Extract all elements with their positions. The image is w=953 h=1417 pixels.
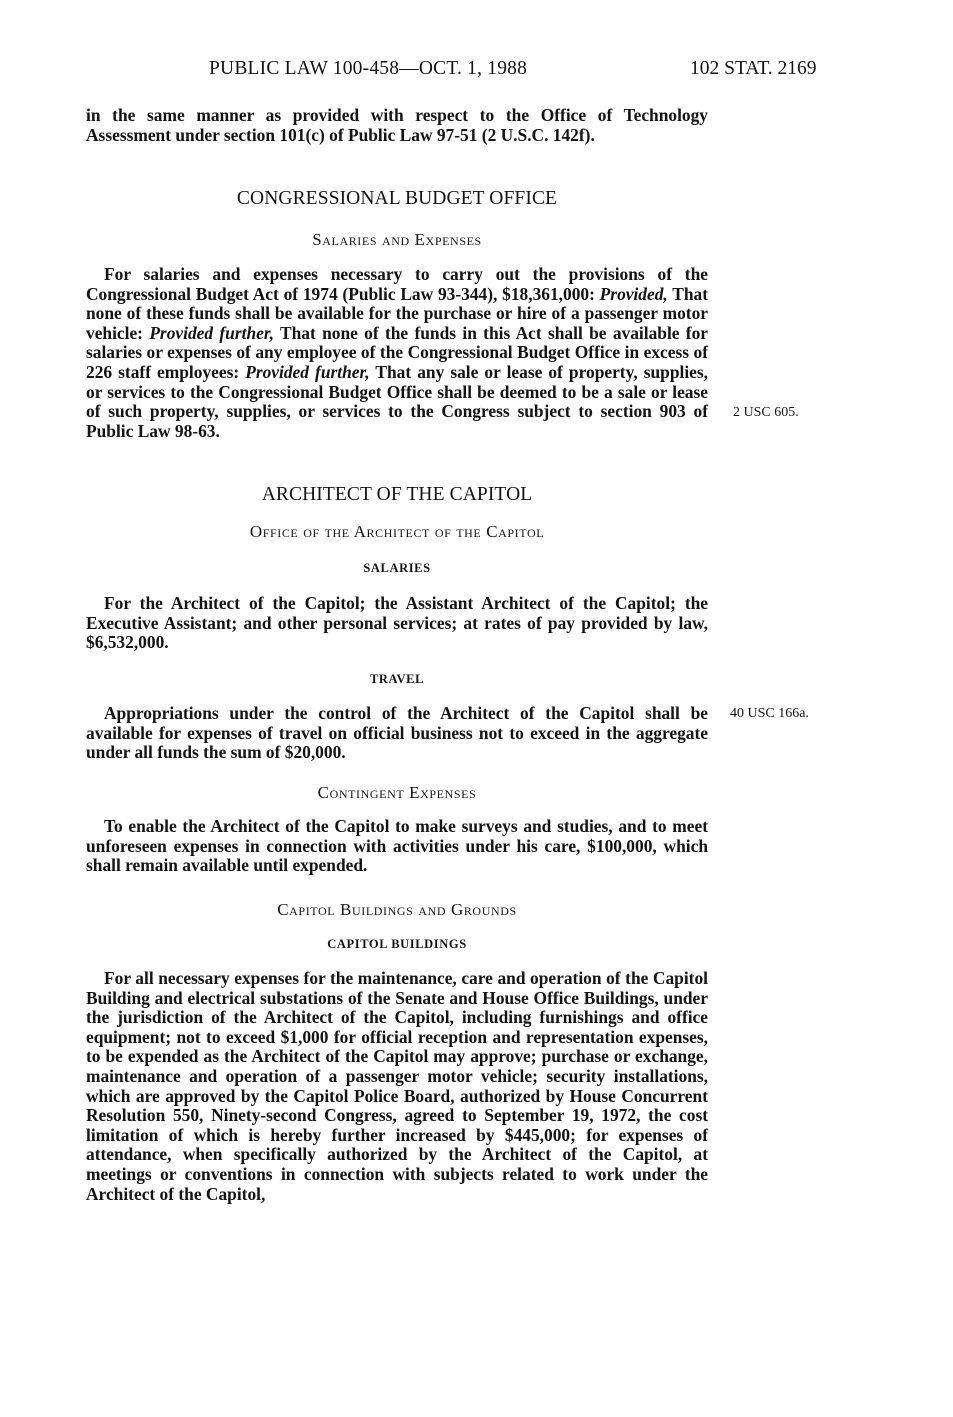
buildings-text: For all necessary expenses for the maintenance, care and operation of the Capitol Building and electrical substations of the Senate and House Office Buildings, under the jurisdiction of the Architect of the Capitol, including furnishings and office equipment; not to exceed $1,000 for official reception and representation expenses, to be expended as the Architect of the Capitol may approve; purchase or exchange, maintenance and operation of a passenger motor vehicle; security installations, which are approved by the Capitol Police Board, authorized by House Concurrent Resolution 550, Ninety-second Congress, agreed to September 19, 1972, the cost limitation of which is hereby further increased by $445,000; for expenses of attendance, when specifically authorized by the Architect of the Capitol, at meetings or conventions in connection with subjects related to work under the Architect of the Capitol, (86, 968, 708, 1204)
subheading-contingent-expenses: Contingent Expenses (317, 783, 477, 802)
travel-paragraph (86, 704, 708, 763)
margin-note-cbo: 2 USC 605. (733, 405, 799, 420)
section-heading-cbo: CONGRESSIONAL BUDGET OFFICE (236, 188, 558, 209)
subheading-travel: TRAVEL (369, 672, 425, 686)
stat-page-number: 102 STAT. 2169 (690, 58, 817, 79)
section-heading-aoc: ARCHITECT OF THE CAPITOL (261, 484, 533, 505)
cbo-paragraph (86, 265, 708, 441)
cbo-text: For salaries and expenses necessary to carry out the provisions of the Congressional Budget Act of 1974 (Public Law 93-344), $18,361,000: Provided, That none of these funds shall be available for the purchase or hire of a passenger motor vehicle: Provided further, That none of the funds in this Act shall be available for salaries or expenses of any employee of the Congressional Budget Office in excess of 226 staff employees: Provided further, That any sale or lease of property, supplies, or services to the Congressional Budget Office shall be deemed to be a sale or lease of such property, supplies, or services to the Congress subject to section 903 of Public Law 98-63. (86, 264, 709, 441)
subheading-salaries-expenses: Salaries and Expenses (312, 230, 482, 249)
contingent-paragraph (86, 817, 708, 876)
margin-note-travel: 40 USC 166a. (730, 706, 809, 721)
subheading-office-aoc: Office of the Architect of the Capitol (249, 522, 545, 541)
travel-text: Appropriations under the control of the Architect of the Capitol shall be available for expenses of travel on official business not to exceed in the aggregate under all funds the sum of $20,000. (86, 703, 708, 763)
salaries-text: For the Architect of the Capitol; the Assistant Architect of the Capitol; the Executive Assistant; and other personal services; at rates of pay provided by law, $6,532,000. (86, 593, 708, 653)
salaries-paragraph (86, 594, 708, 653)
buildings-paragraph (86, 969, 708, 1204)
intro-text: in the same manner as provided with respect to the Office of Technology Assessment under section 101(c) of Public Law 97-51 (2 U.S.C. 142f). (86, 105, 708, 145)
subheading-salaries: SALARIES (363, 561, 431, 575)
running-header-title: PUBLIC LAW 100-458—OCT. 1, 1988 (209, 58, 528, 79)
contingent-text: To enable the Architect of the Capitol to make surveys and studies, and to meet unforeseen expenses in connection with activities under his care, $100,000, which shall remain available until expended. (86, 816, 708, 876)
intro-paragraph (86, 106, 708, 145)
subheading-capitol-buildings: CAPITOL BUILDINGS (327, 937, 467, 951)
subheading-buildings-grounds: Capitol Buildings and Grounds (277, 900, 517, 919)
